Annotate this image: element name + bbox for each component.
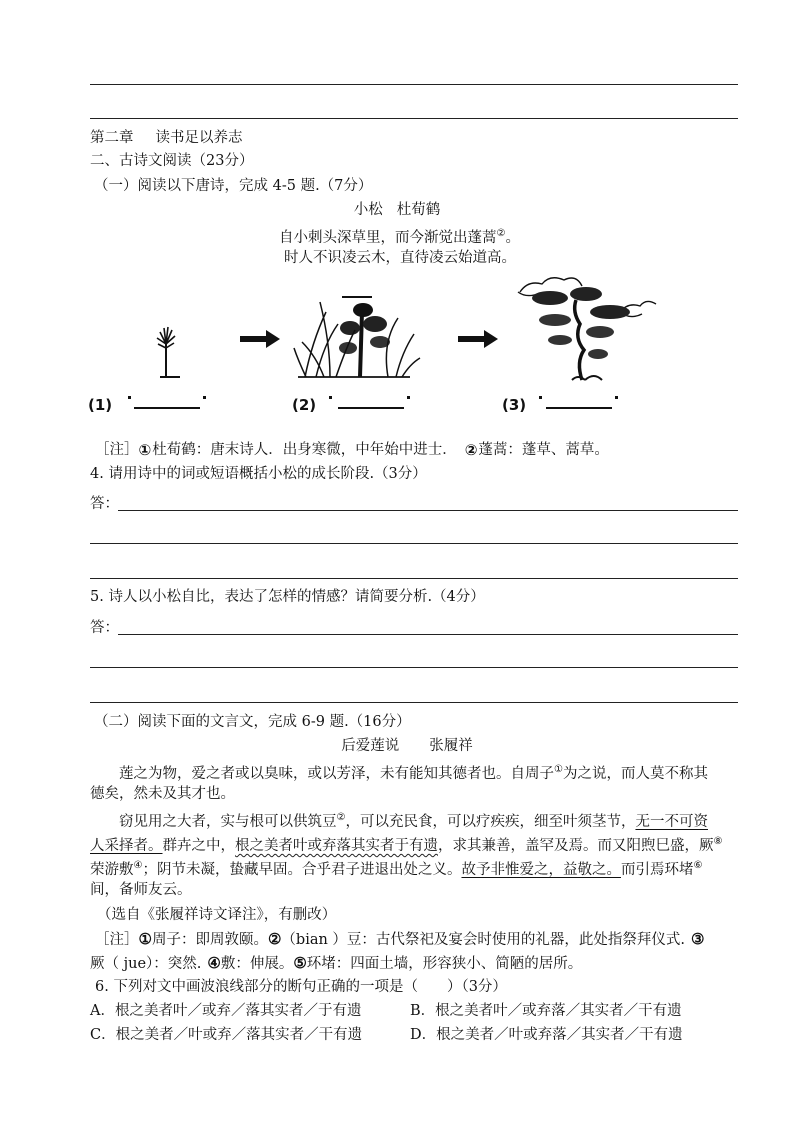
fill-blank-3 [539,396,618,408]
chapter-title: 读书足以养志 [155,130,243,146]
question-4: 4. 请用诗中的词或短语概括小松的成长阶段.（3分） [90,466,427,482]
answer-label: 答： [90,620,119,636]
fill-blank-1 [128,396,206,408]
prose-p2-line4: 间，备师友云。 [90,882,192,898]
answer-line [90,118,738,119]
prose-p2-line2: 人采择者。群卉之中，根之美者叶或弃落其实者于有遗，求其兼善，盖罕及焉。而又阳煦巳盛，厥⑧ [90,836,723,854]
answer-line[interactable] [90,667,738,668]
underlined-phrase: 故予非惟爱之，益敬之。 [461,861,621,878]
answer-label: 答： [90,496,119,512]
poem-title: 小松 [353,202,383,218]
arrow-right-icon [458,330,498,348]
poem-heading [0,200,794,220]
answer-field-q4[interactable] [90,494,738,514]
prose-heading [0,736,794,756]
prose-p2-line1: 窃见用之大者，实与根可以供筑豆②，可以充民食，可以疗疾疾，细至叶须茎节，无一不可资 [119,812,708,830]
fill-blank-2 [329,396,410,408]
prose-author: 张履祥 [429,738,473,754]
stage-label-2: (2) [292,396,317,414]
wavy-underlined-phrase: 根之美者叶或弃落其实者于有遗 [235,837,438,854]
chapter-heading [90,128,243,148]
prose-title: 后爱莲说 [341,738,400,754]
prose-p1-line2: 德矣，然未及其才也。 [90,786,235,802]
poem-line-2: 时人不识凌云木，直待凌云始道高。 [284,250,516,266]
answer-line [90,84,738,85]
section-heading: 二、古诗文阅读（23分） [90,153,254,169]
option-d[interactable]: D．根之美者／叶或弃落／其实者／干有遗 [410,1027,683,1043]
option-c[interactable]: C．根之美者／叶或弃／落其实者／干有遗 [90,1027,363,1043]
stage-label-1: (1) [88,396,113,414]
question-6: 6. 下列对文中画波浪线部分的断句正确的一项是（ ）（3分） [95,979,507,995]
option-b[interactable]: B．根之美者叶／或弃落／其实者／干有遗 [410,1003,682,1019]
stage-label-3: (3) [502,396,527,414]
answer-line[interactable] [90,543,738,544]
underlined-phrase: 人采择者。 [90,837,163,854]
pine-growth-illustration [80,272,660,422]
part2-intro: （二）阅读下面的文言文，完成 6-9 题.（16分） [94,714,411,730]
prose-source: （选自《张履祥诗文译注》，有删改） [97,907,337,923]
prose-note-line1: ［注］①周子：即周敦颐。②（bian ）豆：古代祭祀及宴会时使用的礼器，此处指祭拜仪式. ③ [95,930,705,948]
prose-note-line2: 厥（ jue）：突然. ④敷：伸展。⑤环堵：四面土墙，形容狭小、简陋的居所。 [90,954,583,972]
underlined-phrase: 无一不可资 [635,813,708,830]
answer-line[interactable] [90,578,738,579]
answer-line[interactable] [90,702,738,703]
prose-p1-line1: 莲之为物，爱之者或以臭味，或以芳泽，未有能知其德者也。自周子①为之说，而人莫不称其 [119,764,708,782]
chapter-label: 第二章 [90,130,134,146]
poem-line-1: 自小刺头深草里，而今渐觉出蓬蒿②。 [279,228,520,246]
answer-field-q5[interactable] [90,618,738,638]
sprout-icon [157,327,180,377]
pine-in-grass-icon [294,297,420,377]
part1-intro: （一）阅读以下唐诗，完成 4-5 题.（7分） [94,178,373,194]
poem-note: ［注］①杜荀鹤：唐末诗人．出身寒微，中年始中进士． ②蓬蒿：蓬草、蒿草。 [95,441,609,459]
poem-author: 杜荀鹤 [396,202,441,218]
arrow-right-icon [240,330,280,348]
question-5: 5. 诗人以小松自比，表达了怎样的情感？请简要分析.（4分） [90,589,485,605]
option-a[interactable]: A．根之美者叶／或弃／落其实者／于有遗 [90,1003,362,1019]
prose-p2-line3: 荣游敷④；阴节未凝，蛰藏早固。合乎君子进退出处之义。故予非惟爱之，益敬之。而引焉环堵⑥ [90,860,703,878]
tall-pine-cloud-icon [518,278,656,380]
